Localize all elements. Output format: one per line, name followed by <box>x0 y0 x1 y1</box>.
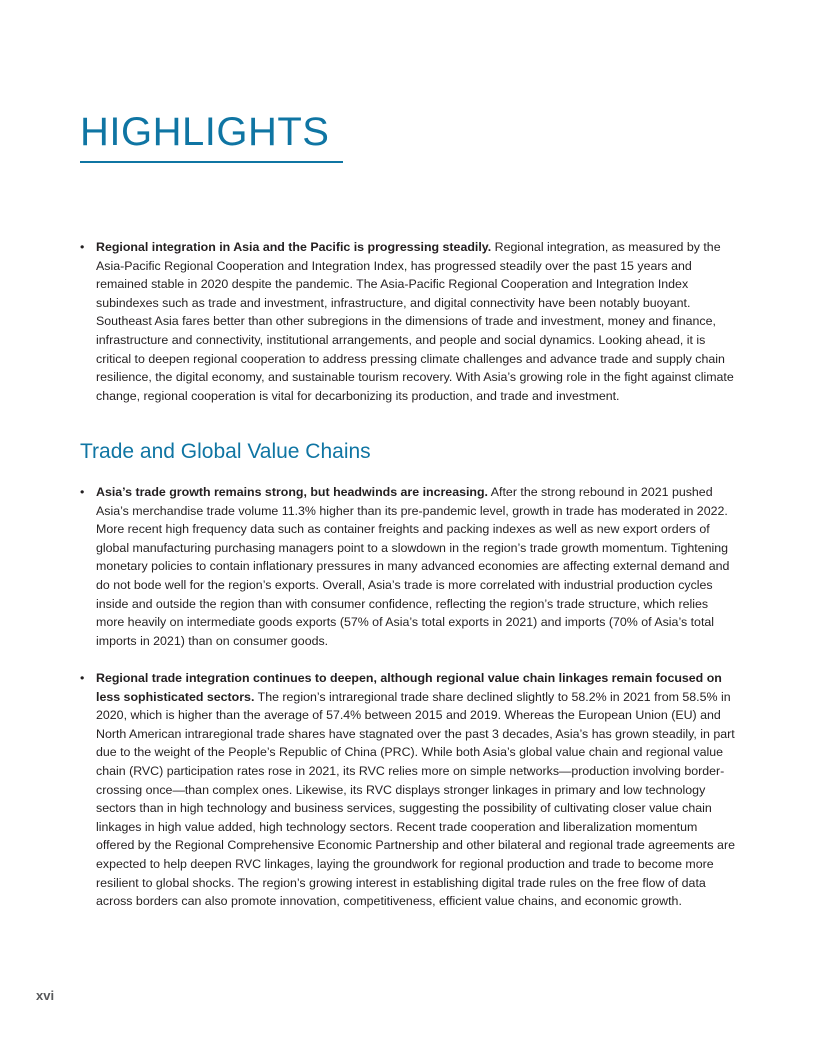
bullet-body: Regional integration, as measured by the Asia-Pacific Regional Cooperation and Integration Index, has progressed steadily over the past 15 years and remained stable in 2020 despite the pandemic. The Asia-Pacific Regional Cooperation and Integration Index subindexes such as trade and investment, infrastructure, and digital connectivity have been notably buoyant. Southeast Asia fares better than other subregions in the dimensions of trade and investment, money and finance, infrastructure and connectivity, institutional arrangements, and people and social dynamics. Looking ahead, it is critical to deepen regional cooperation to address pressing climate challenges and advance trade and supply chain resilience, the digital economy, and sustainable tourism recovery. With Asia’s growing role in the fight against climate change, regional cooperation is vital for decarbonizing its production, and trade and investment. <box>96 240 734 403</box>
bullet-regional-integration <box>80 238 736 405</box>
bullet-lead: Regional trade integration continues to deepen, although regional value chain linkages remain focused on less sophisticated sectors. <box>96 671 722 704</box>
page-number: xvi <box>36 988 55 1003</box>
bullet-text <box>96 483 736 650</box>
bullet-text <box>96 238 736 405</box>
bullet-lead: Asia’s trade growth remains strong, but headwinds are increasing. <box>96 485 489 499</box>
title-underline <box>80 161 343 163</box>
bullet-trade-growth <box>80 483 736 650</box>
bullet-text <box>96 669 736 911</box>
bullet-regional-trade-integration <box>80 669 736 911</box>
bullet-glyph: • <box>80 671 85 685</box>
bullet-body: After the strong rebound in 2021 pushed Asia’s merchandise trade volume 11.3% higher than its pre-pandemic level, growth in trade has moderated in 2022. More recent high frequency data such as container freights and packing indexes as well as new export orders of global manufacturing purchasing managers point to a slowdown in the region’s trade growth momentum. Tightening monetary policies to contain inflationary pressures in many advanced economies are affecting external demand and do not bode well for the region’s exports. Overall, Asia’s trade is more correlated with industrial production cycles inside and outside the region than with consumer confidence, reflecting the region’s trade structure, which relies more heavily on intermediate goods exports (57% of Asia’s total exports in 2021) and imports (70% of Asia’s total imports in 2021) than on consumer goods. <box>96 485 730 648</box>
page-title: HIGHLIGHTS <box>80 110 330 154</box>
section-heading: Trade and Global Value Chains <box>80 440 371 463</box>
bullet-glyph: • <box>80 240 85 254</box>
bullet-glyph: • <box>80 485 85 499</box>
bullet-body: The region’s intraregional trade share declined slightly to 58.2% in 2021 from 58.5% in 2020, which is higher than the average of 57.4% between 2015 and 2019. Whereas the European Union (EU) and North American intraregional trade shares have stagnated over the past 3 decades, Asia’s has grown steadily, in part due to the weight of the People’s Republic of China (PRC). While both Asia’s global value chain and regional value chain (RVC) participation rates rose in 2021, its RVC relies more on simple networks—production involving border-crossing once—than complex ones. Likewise, its RVC displays stronger linkages in primary and low technology sectors than in high technology and business services, suggesting the possibility of cultivating closer value chain linkages in high value added, high technology sectors. Recent trade cooperation and liberalization momentum offered by the Regional Comprehensive Economic Partnership and other bilateral and regional trade agreements are expected to help deepen RVC linkages, laying the groundwork for regional production and trade to become more resilient to global shocks. The region’s growing interest in establishing digital trade rules on the free flow of data across borders can also promote innovation, competitiveness, efficient value chains, and economic growth. <box>96 689 735 909</box>
bullet-lead: Regional integration in Asia and the Pacific is progressing steadily. <box>96 240 492 254</box>
